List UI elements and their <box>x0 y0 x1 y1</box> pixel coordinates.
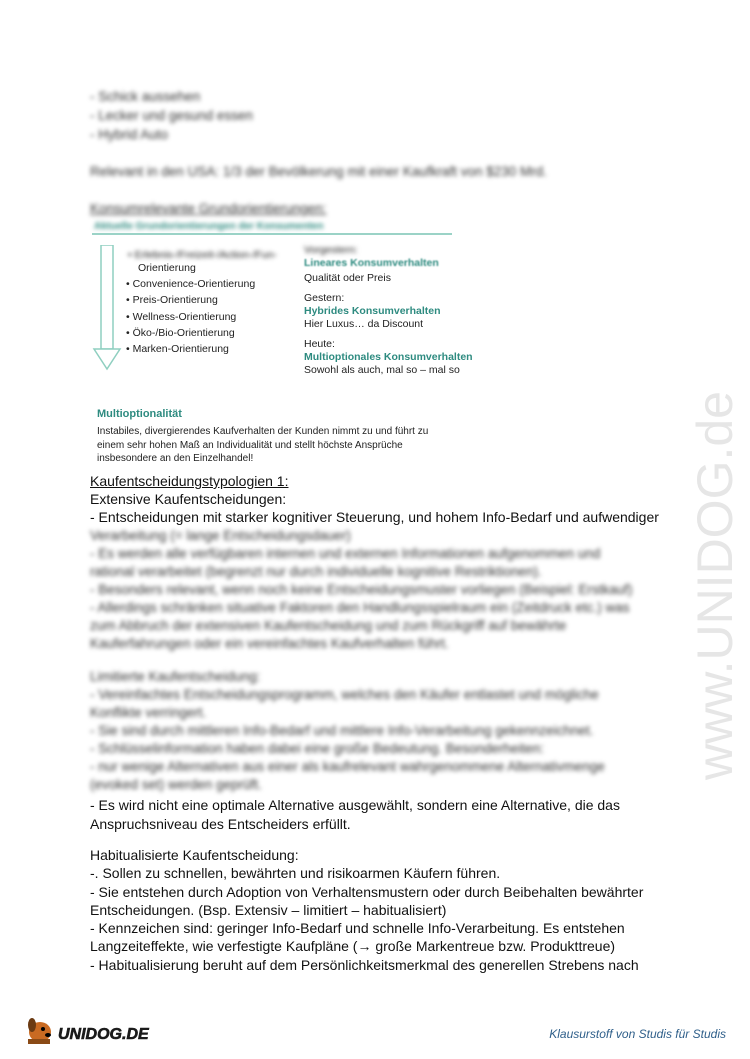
relevant-line: Relevant in den USA: 1/3 der Bevölkerung mit einer Kaufkraft von $230 Mrd. <box>90 164 547 179</box>
hybrid-desc: Hier Luxus… da Discount <box>304 318 424 330</box>
limitiert-blurred-line: (evoked set) werden geprüft. <box>90 777 262 792</box>
linear-label: Lineares Konsumverhalten <box>304 257 439 269</box>
box-text-line: einem sehr hohen Maß an Individualität und stellt höchste Ansprüche <box>97 439 403 451</box>
limitiert-blurred-line: Limitierte Kaufentscheidung: <box>90 669 261 684</box>
orientation-item: Orientierung <box>138 262 196 274</box>
limitiert-blurred-line: - Sie sind durch mittleren Info-Bedarf und mittlere Info-Verarbeitung gekennzeichnet. <box>90 723 594 738</box>
multi-label: Multioptionales Konsumverhalten <box>304 351 473 363</box>
orientation-item: • Öko-/Bio-Orientierung <box>126 327 235 339</box>
figure-divider <box>92 233 452 235</box>
limitiert-line: Anspruchsniveau des Entscheiders erfüllt. <box>90 816 351 832</box>
footer-slogan: Klausurstoff von Studis für Studis <box>549 1027 726 1041</box>
extensive-blurred-line: zum Abbruch der extensiven Kaufentscheidung und zum Rückgriff auf bewährte <box>90 618 567 633</box>
watermark-text: www.UNIDOG.de <box>687 391 743 780</box>
box-text-line: Instabiles, divergierendes Kaufverhalten der Kunden nimmt zu und führt zu <box>97 426 429 437</box>
habitual-heading: Habitualisierte Kaufentscheidung: <box>90 847 299 863</box>
orientation-item: • Preis-Orientierung <box>126 294 218 306</box>
extensive-blurred-line: rational verarbeitet (begrenzt nur durch individuelle kognitive Restriktionen). <box>90 564 542 579</box>
extensive-blurred-line: Verarbeitung (= lange Entscheidungsdauer) <box>90 528 351 543</box>
orientation-item: • Convenience-Orientierung <box>126 278 256 290</box>
vorgestern-label: Vorgestern: <box>304 244 358 256</box>
box-text <box>97 425 479 466</box>
extensive-blurred-line: - Allerdings schränken situative Faktoren den Handlungsspielraum ein (Zeitdruck etc.) was <box>90 600 630 615</box>
extensive-blurred-line: - Besonders relevant, wenn noch keine Entscheidungsmuster vorliegen (Beispiel: Erstkauf) <box>90 582 633 597</box>
linear-desc: Qualität oder Preis <box>304 272 391 284</box>
top-list-item: - Lecker und gesund essen <box>90 108 253 123</box>
gestern-label: Gestern: <box>304 292 345 304</box>
top-list-item: - Hybrid Auto <box>90 127 169 142</box>
limitiert-blurred-line: - Vereinfachtes Entscheidungsprogramm, welches den Käufer entlastet und mögliche <box>90 687 599 702</box>
limitiert-blurred-line: Konflikte verringert. <box>90 705 207 720</box>
dog-icon <box>28 1018 51 1044</box>
figure-title: Aktuelle Grundorientierungen der Konsumenten <box>94 221 324 232</box>
multi-desc: Sowohl als auch, mal so – mal so <box>304 364 460 376</box>
habitual-line: - Kennzeichen sind: geringer Info-Bedarf und schnelle Info-Verarbeitung. Es entstehen <box>90 920 625 936</box>
unidog-logo <box>22 1012 152 1053</box>
box-text-line: insbesondere an den Einzelhandel! <box>97 453 254 464</box>
orientation-figure <box>88 217 480 465</box>
extensive-line: - Entscheidungen mit starker kognitiver Steuerung, und hohem Info-Bedarf und aufwendiger <box>90 509 659 525</box>
typologie-heading: Kaufentscheidungstypologien 1: <box>90 473 289 489</box>
watermark <box>648 180 750 800</box>
habitual-line: - Habitualisierung beruht auf dem Persönlichkeitsmerkmal des generellen Strebens nach <box>90 957 639 973</box>
habitual-line: -. Sollen zu schnellen, bewährten und risikoarmen Käufern führen. <box>90 865 501 881</box>
habitual-line: Langzeiteffekte, wie verfestigte Kaufpläne (→ große Markentreue bzw. Produkttreue) <box>90 938 616 954</box>
extensive-heading: Extensive Kaufentscheidungen: <box>90 491 287 507</box>
orientation-item: • Wellness-Orientierung <box>126 311 237 323</box>
logo-text: UNIDOG.DE <box>58 1026 149 1043</box>
hybrid-label: Hybrides Konsumverhalten <box>304 305 441 317</box>
limitiert-blurred-line: - nur wenige Alternativen aus einer als kaufrelevant wahrgenommene Alternativmenge <box>90 759 605 774</box>
extensive-blurred-line: - Es werden alle verfügbaren internen und externen Informationen aufgenommen und <box>90 546 601 561</box>
box-title: Multioptionalität <box>97 408 182 420</box>
orientation-item: • Erlebnis-/Freizeit-/Action-/Fun- <box>128 249 277 261</box>
habitual-line: Entscheidungen. (Bsp. Extensiv – limitiert – habitualisiert) <box>90 902 447 918</box>
orientation-item: • Marken-Orientierung <box>126 343 229 355</box>
heute-label: Heute: <box>304 338 335 350</box>
grund-heading: Konsumrelevante Grundorientierungen: <box>90 201 327 216</box>
extensive-blurred-line: Kauferfahrungen oder ein vereinfachtes Kaufverhalten führt. <box>90 636 449 651</box>
habitual-line: - Sie entstehen durch Adoption von Verhaltensmustern oder durch Beibehalten bewährter <box>90 884 644 900</box>
limitiert-line: - Es wird nicht eine optimale Alternative ausgewählt, sondern eine Alternative, die das <box>90 797 620 813</box>
top-list-item: - Schick aussehen <box>90 89 201 104</box>
limitiert-blurred-line: - Schlüsselinformation haben dabei eine große Bedeutung. Besonderheiten: <box>90 741 545 756</box>
down-arrow-icon <box>92 245 124 373</box>
